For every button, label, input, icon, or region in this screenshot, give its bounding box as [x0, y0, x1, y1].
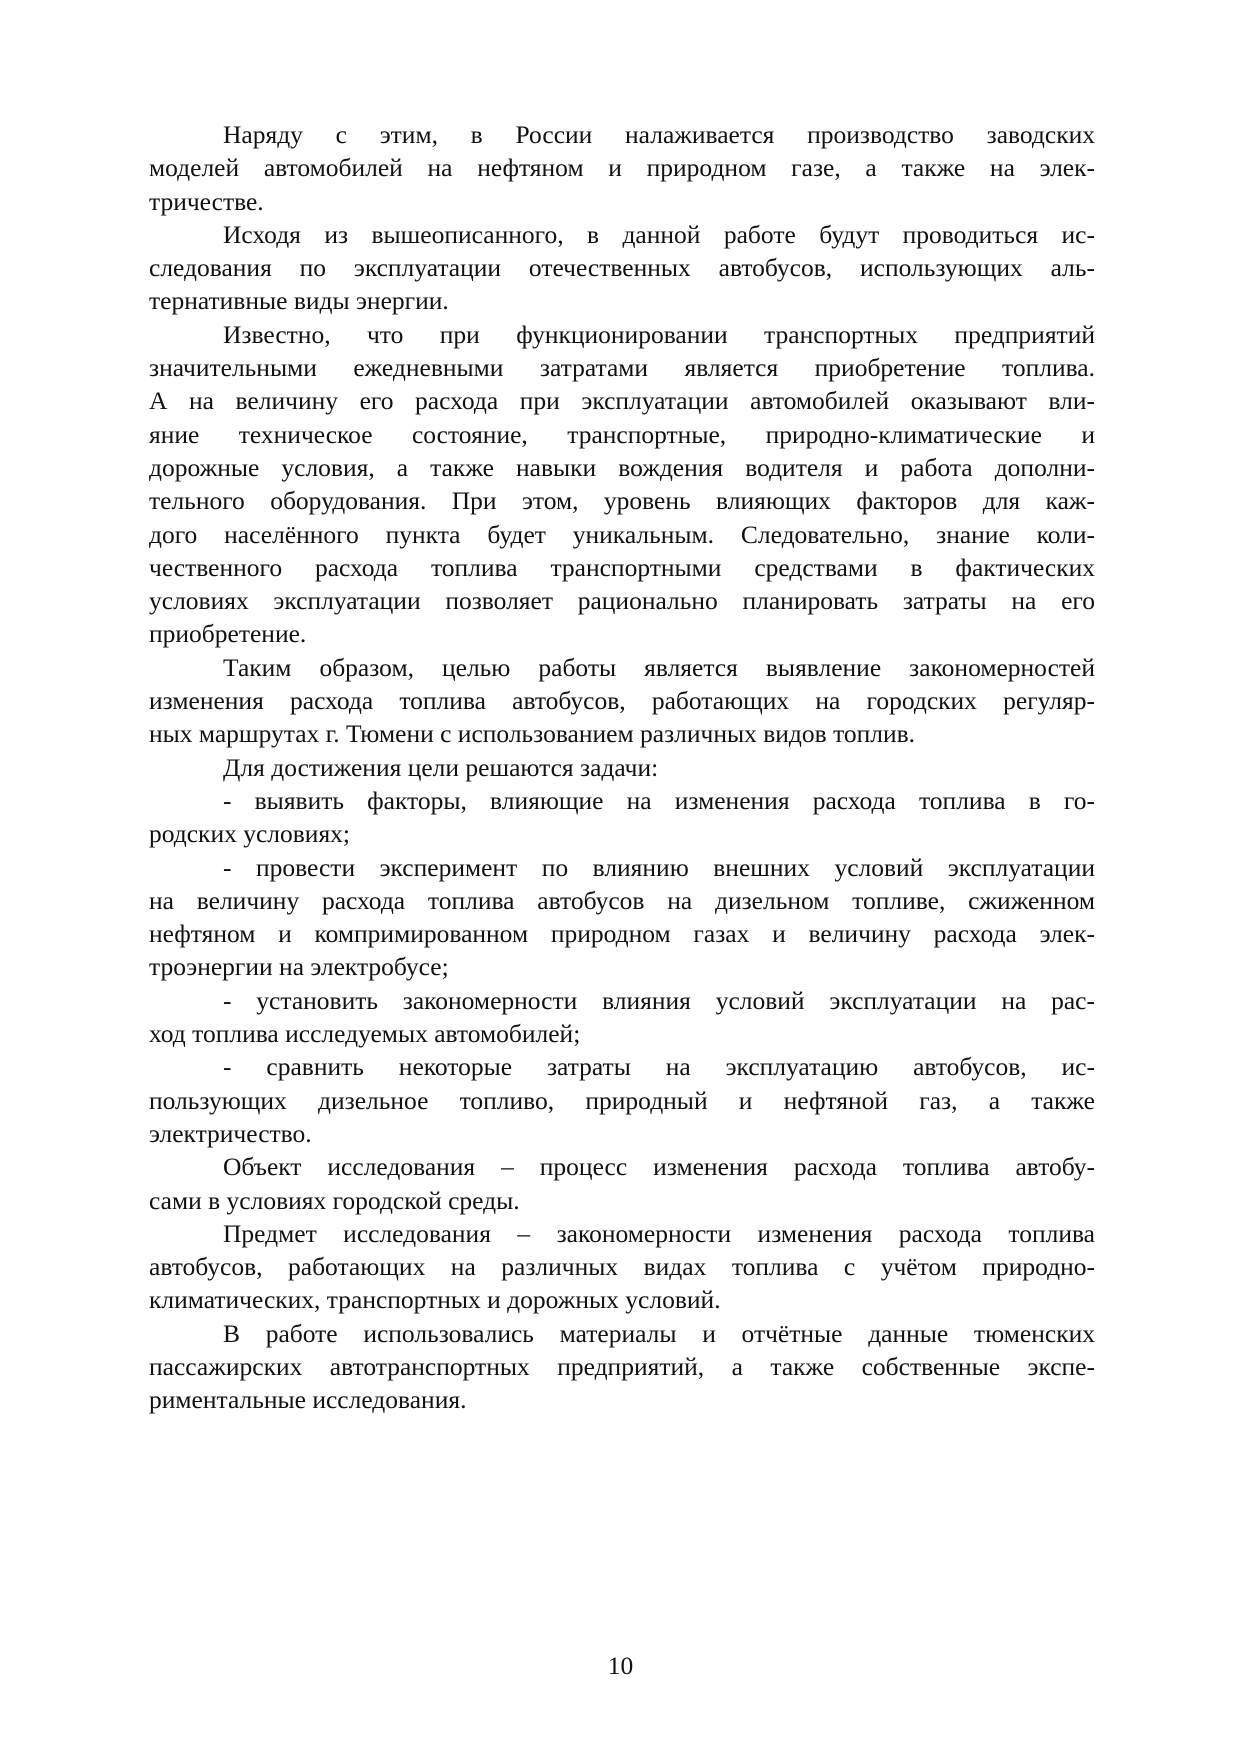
text-line: Для достижения цели решаются задачи:: [223, 752, 659, 782]
paragraph: [149, 751, 1095, 784]
paragraph: [149, 1317, 1095, 1417]
text-line: яние техническое состояние, транспортные, природно-климатические и: [149, 419, 1095, 449]
text-line: пассажирских автотранспортных предприятий, а также собственные экспе-: [149, 1351, 1095, 1381]
text-line: Объект исследования – процесс изменения расхода топлива автобу-: [223, 1152, 1095, 1182]
text-line: чественного расхода топлива транспортными средствами в фактических: [149, 552, 1095, 582]
text-line: дорожные условия, а также навыки вождения водителя и работа дополни-: [149, 452, 1095, 482]
text-line: ных маршрутах г. Тюмени с использованием различных видов топлив.: [149, 719, 916, 749]
text-line: тричестве.: [149, 186, 264, 216]
paragraph: [149, 118, 1095, 218]
text-line: А на величину его расхода при эксплуатации автомобилей оказывают вли-: [149, 386, 1095, 416]
text-line: Наряду с этим, в России налаживается производство заводских: [223, 120, 1095, 149]
text-line: - провести эксперимент по влиянию внешних условий эксплуатации: [223, 852, 1095, 882]
text-line: тельного оборудования. При этом, уровень влияющих факторов для каж-: [149, 486, 1095, 516]
text-line: - выявить факторы, влияющие на изменения расхода топлива в го-: [223, 785, 1095, 815]
body-text: [149, 118, 1095, 1417]
text-line: троэнергии на электробусе;: [149, 952, 449, 982]
text-line: - сравнить некоторые затраты на эксплуатацию автобусов, ис-: [223, 1052, 1095, 1082]
paragraph: [149, 318, 1095, 651]
text-line: Известно, что при функционировании транспортных предприятий: [223, 319, 1095, 349]
text-line: Таким образом, целью работы является выявление закономерностей: [223, 652, 1095, 682]
paragraph: [149, 651, 1095, 751]
text-line: условиях эксплуатации позволяет рационально планировать затраты на его: [149, 586, 1095, 616]
page-number: 10: [607, 1651, 634, 1680]
paragraph: [149, 218, 1095, 318]
text-line: автобусов, работающих на различных видах топлива с учётом природно-: [149, 1252, 1095, 1282]
text-line: изменения расхода топлива автобусов, работающих на городских регуляр-: [149, 686, 1095, 716]
text-line: В работе использовались материалы и отчётные данные тюменских: [223, 1318, 1095, 1348]
text-line: пользующих дизельное топливо, природный и нефтяной газ, а также: [149, 1085, 1095, 1115]
text-line: приобретение.: [149, 619, 307, 649]
text-line: Предмет исследования – закономерности изменения расхода топлива: [223, 1218, 1095, 1248]
paragraph: [149, 1150, 1095, 1217]
text-line: сами в условиях городской среды.: [149, 1185, 520, 1215]
text-line: моделей автомобилей на нефтяном и природном газе, а также на элек-: [149, 153, 1095, 183]
text-line: на величину расхода топлива автобусов на дизельном топливе, сжиженном: [149, 885, 1095, 915]
text-line: дого населённого пункта будет уникальным. Следовательно, знание коли-: [149, 519, 1095, 549]
text-line: климатических, транспортных и дорожных условий.: [149, 1285, 721, 1315]
text-line: нефтяном и компримированном природном газах и величину расхода элек-: [149, 919, 1095, 949]
text-line: - установить закономерности влияния условий эксплуатации на рас-: [223, 985, 1095, 1015]
text-line: родских условиях;: [149, 819, 351, 849]
text-line: ход топлива исследуемых автомобилей;: [149, 1019, 581, 1049]
text-line: электричество.: [149, 1118, 312, 1148]
paragraph: [149, 1050, 1095, 1150]
paragraph: [149, 784, 1095, 851]
paragraph: [149, 851, 1095, 984]
text-line: значительными ежедневными затратами является приобретение топлива.: [149, 353, 1095, 383]
paragraph: [149, 1217, 1095, 1317]
text-line: следования по эксплуатации отечественных автобусов, использующих аль-: [149, 253, 1095, 283]
text-line: Исходя из вышеописанного, в данной работе будут проводиться ис-: [223, 219, 1095, 249]
text-line: тернативные виды энергии.: [149, 286, 449, 316]
paragraph: [149, 984, 1095, 1051]
text-line: риментальные исследования.: [149, 1385, 467, 1415]
